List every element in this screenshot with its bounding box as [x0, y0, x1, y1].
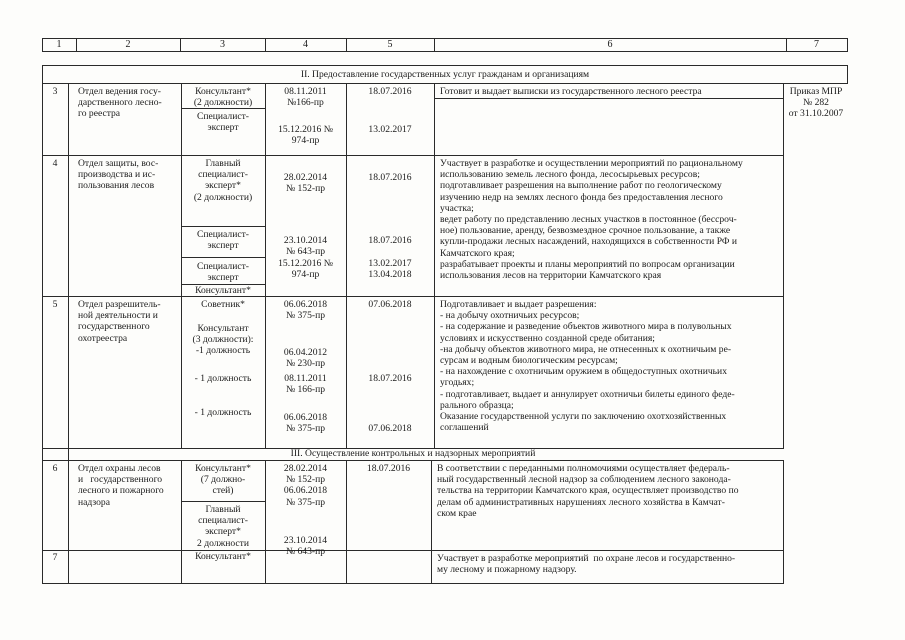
row-divider: [42, 296, 784, 297]
basis-cell: Приказ МПР № 282 от 31.10.2007: [788, 86, 844, 120]
row-number: 4: [52, 158, 58, 169]
column-header: 3: [220, 39, 225, 50]
section-title: II. Предоставление государственных услуг гражданам и организациям: [300, 69, 590, 80]
cell-divider: [181, 226, 265, 227]
column-divider: [431, 460, 432, 583]
order-cell: 08.11.2011 № 166-пр: [284, 373, 327, 396]
table-border: [42, 460, 784, 461]
position-cell: Специалист- эксперт: [197, 229, 249, 252]
column-divider: [434, 83, 435, 448]
section-title: III. Осуществление контрольных и надзорных мероприятий: [290, 448, 536, 459]
position-cell: Консультант (3 должности): -1 должность: [192, 323, 254, 357]
column-header: 6: [607, 39, 613, 50]
row-divider: [42, 155, 784, 156]
position-cell: Специалист- эксперт: [197, 111, 249, 134]
position-cell: Главный специалист- эксперт* (2 должности): [193, 158, 253, 203]
date-cell: 07.06.2018: [368, 299, 412, 310]
table-border: [42, 65, 848, 66]
order-cell: 23.10.2014 № 643-пр: [283, 535, 328, 558]
functions-cell: Готовит и выдает выписки из государственного лесного реестра: [440, 86, 702, 97]
order-cell: 15.12.2016 № 974-пр: [278, 258, 333, 281]
position-cell: Советник*: [201, 299, 245, 310]
row-number: 3: [52, 86, 58, 97]
table-border: [42, 51, 848, 52]
column-header: 2: [125, 39, 131, 50]
department-name: Отдел разрешитель- ной деятельности и государственного охотреестра: [78, 299, 161, 344]
order-cell: 28.02.2014 № 152-пр: [283, 172, 328, 195]
column-header: 5: [387, 39, 393, 50]
order-cell: 08.11.2011 №166-пр: [284, 86, 327, 109]
order-cell: 15.12.2016 № 974-пр: [278, 124, 333, 147]
table-border: [42, 583, 784, 584]
column-divider: [783, 83, 784, 448]
date-cell: 18.07.2016: [368, 235, 412, 246]
column-header: 1: [56, 39, 62, 50]
cell-divider: [181, 257, 265, 258]
column-header: 7: [814, 39, 819, 50]
department-name: Отдел охраны лесов и государственного лесного и пожарного надзора: [78, 463, 164, 508]
order-cell: 28.02.2014 № 152-пр 06.06.2018 № 375-пр: [283, 463, 328, 508]
row-number: 5: [52, 299, 58, 310]
order-cell: 06.06.2018 № 375-пр: [283, 299, 328, 322]
date-cell: 07.06.2018: [368, 423, 412, 434]
functions-cell: В соответствии с переданными полномочиями осуществляет федераль- ный государственный лесной надзор за соблюдением лесного законода- тельства на территории Камчатского края, осуществляет производство по делам об административных нарушениях лесного хозяйства в Камчат- ском крае: [437, 463, 739, 519]
column-divider: [847, 38, 848, 51]
column-header: 4: [303, 39, 308, 50]
date-cell: 18.07.2016: [368, 172, 412, 183]
row-number: 6: [52, 463, 58, 474]
position-cell: Консультант*: [195, 285, 251, 296]
date-cell: 13.02.2017 13.04.2018: [368, 258, 412, 281]
functions-cell: Участвует в разработке и осуществлении мероприятий по рациональному использованию земель лесного фонда, лесосырьевых ресурсов; подготавливает разрешения на выполнение работ по геологическому изучению недр на землях лесного фонда без предоставления лесного участка; ведет работу по представлению лесных участков в постоянное (бессроч- ное) пользование, аренду, безвозмездное срочное пользование, а также купли-продажи лесных насаждений, находящихся в собственности РФ и Камчатского края; разрабатывает проекты и планы мероприятий по вопросам организации использования лесов на территории Камчатского края: [440, 158, 743, 282]
table-border: [42, 65, 43, 583]
position-cell: Консультант* (2 должности): [193, 86, 253, 109]
position-cell: Консультант* (7 должно- стей): [195, 463, 251, 497]
functions-cell: Подготавливает и выдает разрешения: - на добычу охотничьих ресурсов; - на содержание и разведение объектов животного мира в полувольных условиях и искусственно созданной среде обитания; -на добычу объектов животного мира, не отнесенных к охотничьим ре- сурсам и водным биологическим ресурсам; - на нахождение с охотничьим оружием в общедоступных охотничьих угодьях; - подготавливает, выдает и аннулирует охотничьи билеты единого феде- рального образца; Оказание государственной услуги по заключению охотхозяйственных соглашений: [440, 299, 735, 434]
date-cell: 18.07.2016: [368, 373, 412, 384]
table-border: [42, 83, 848, 84]
column-divider: [346, 460, 347, 583]
order-cell: 23.10.2014 № 643-пр: [283, 235, 328, 258]
department-name: Отдел ведения госу- дарственного лесно- го реестра: [78, 86, 162, 120]
row-divider: [42, 550, 784, 551]
cell-divider: [434, 98, 783, 99]
position-cell: Консультант*: [195, 551, 251, 562]
date-cell: 18.07.2016: [368, 86, 412, 97]
column-divider: [783, 460, 784, 583]
position-cell: - 1 должность: [194, 407, 252, 418]
department-name: Отдел защиты, вос- производства и ис- пользования лесов: [78, 158, 159, 192]
order-cell: 06.06.2018 № 375-пр: [283, 412, 328, 435]
date-cell: 18.07.2016: [366, 463, 411, 474]
position-cell: Главный специалист- эксперт* 2 должности: [197, 504, 249, 549]
row-number: 7: [52, 552, 58, 563]
position-cell: - 1 должность: [194, 373, 252, 384]
cell-divider: [181, 501, 265, 502]
order-cell: 06.04.2012 № 230-пр: [283, 347, 328, 370]
date-cell: 13.02.2017: [368, 124, 412, 135]
column-divider: [68, 83, 69, 583]
functions-cell: Участвует в разработке мероприятий по охране лесов и государственно- му лесному и пожарному надзору.: [437, 553, 736, 576]
position-cell: Специалист- эксперт: [197, 261, 249, 284]
